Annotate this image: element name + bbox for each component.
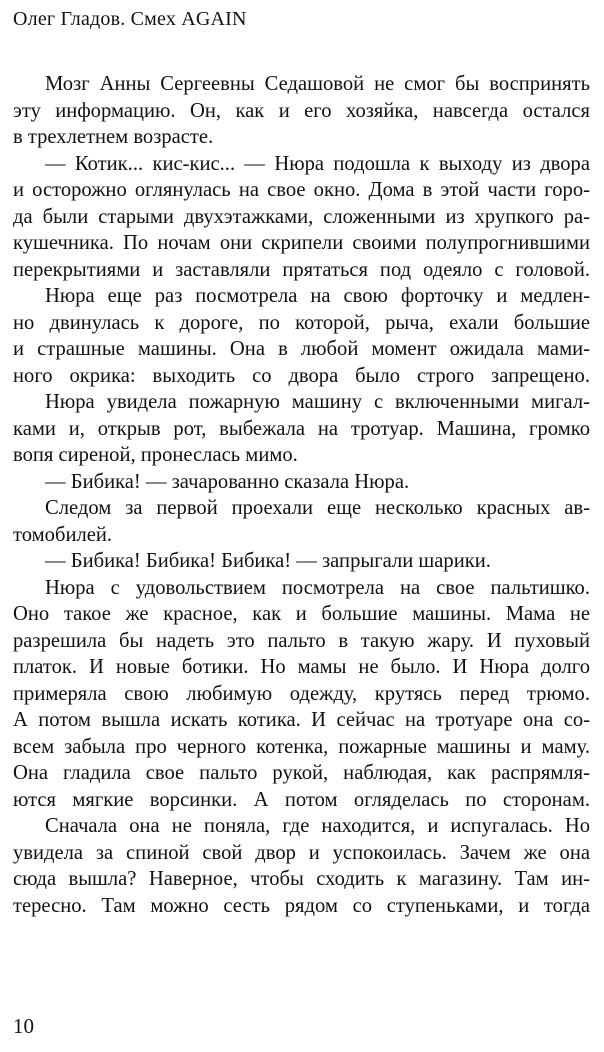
text-line: — Котик... кис-кис... — Нюра подошла к выходу из двора (45, 152, 590, 175)
text-line: — Бибика! — зачарованно сказала Нюра. (45, 470, 410, 493)
running-head: Олег Гладов. Смех AGAIN (13, 8, 247, 30)
text-line: сюда вышла? Наверное, чтобы сходить к магазину. Там ин- (13, 868, 590, 890)
text-line: перекрытиями и заставляли прятаться под одеяло с головой. (13, 258, 590, 281)
text-line: ками и, открыв рот, выбежала на тротуар. Машина, громко (13, 417, 590, 440)
page-number: 10 (13, 1014, 34, 1038)
text-line: — Бибика! Бибика! Бибика! — запрыгали шарики. (45, 550, 491, 572)
text-line: Мозг Анны Сергеевны Седашовой не смог бы воспринять (45, 73, 590, 95)
text-line: кушечника. По ночам они скрипели своими полупрогнившими (13, 232, 590, 254)
text-line: Оно такое же красное, как и большие машины. Мама не (13, 603, 590, 625)
text-line: в трехлетнем возрасте. (13, 126, 214, 148)
text-line: тересно. Там можно сесть рядом со ступеньками, и тогда (13, 894, 590, 917)
text-line: эту информацию. Он, как и его хозяйка, навсегда остался (13, 99, 590, 122)
text-line: Она гладила свое пальто рукой, наблюдая, как распрямля- (13, 762, 590, 784)
text-line: и страшные машины. Она в любой момент ожидала мами- (13, 338, 590, 360)
text-line: но двинулась к дороге, по которой, рыча, ехали большие (13, 311, 590, 334)
text-line: ются мягкие ворсинки. А потом огляделась по сторонам. (13, 788, 590, 811)
text-line: примеряла свою любимую одежду, крутясь перед трюмо. (13, 682, 590, 705)
text-line: вопя сиреной, пронеслась мимо. (13, 444, 298, 466)
text-line: ного окрика: выходить со двора было строго запрещено. (13, 364, 590, 387)
text-line: Нюра еще раз посмотрела на свою форточку и медлен- (45, 285, 590, 307)
text-line: увидела за спиной свой двор и успокоилась. Зачем же она (13, 841, 590, 864)
text-line: разрешила бы надеть это пальто в такую жару. И пуховый (13, 629, 590, 652)
text-line: всем забыла про черного котенка, пожарные машины и маму. (13, 735, 590, 758)
body-text (13, 71, 590, 919)
text-line: Нюра увидела пожарную машину с включенными мигал- (45, 391, 590, 413)
text-line: да были старыми двухэтажками, сложенными из хрупкого ра- (13, 205, 590, 228)
text-line: Нюра с удовольствием посмотрела на свое пальтишко. (45, 576, 590, 599)
text-line: Сначала она не поняла, где находится, и испугалась. Но (45, 815, 590, 837)
text-line: и осторожно оглянулась на свое окно. Дома в этой части горо- (13, 179, 590, 201)
text-line: А потом вышла искать котика. И сейчас на тротуаре она со- (13, 709, 590, 731)
text-line: томобилей. (13, 523, 113, 546)
text-line: Следом за первой проехали еще несколько красных ав- (45, 497, 590, 519)
text-line: платок. И новые ботики. Но мамы не было. И Нюра долго (13, 656, 590, 678)
